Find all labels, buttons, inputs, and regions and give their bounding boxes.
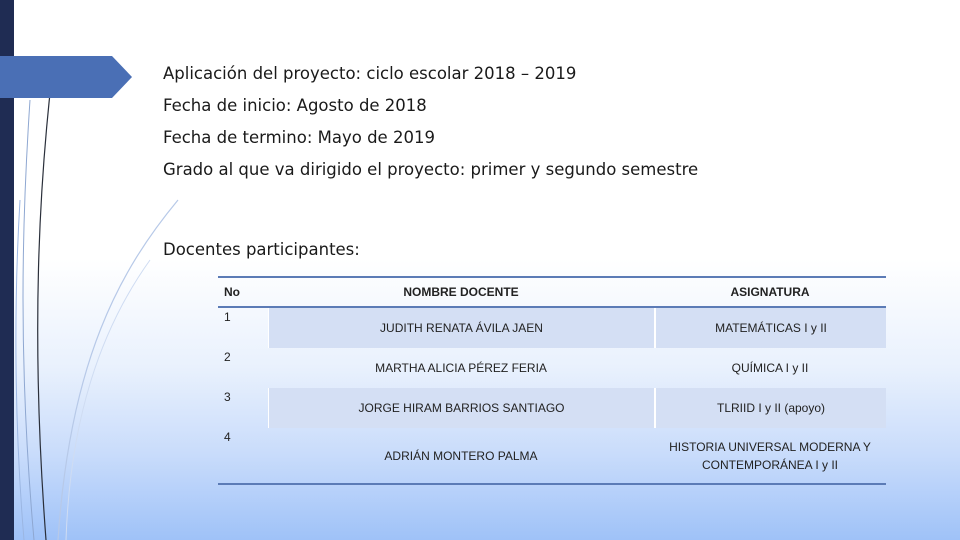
table-row	[218, 428, 886, 483]
info-line-start-date: Fecha de inicio: Agosto de 2018	[163, 96, 427, 115]
docentes-heading: Docentes participantes:	[163, 240, 360, 259]
teacher-name: MARTHA ALICIA PÉREZ FERIA	[375, 361, 547, 375]
subject-name: TLRIID I y II (apoyo)	[654, 388, 886, 428]
table-row	[218, 348, 886, 388]
table-row	[218, 388, 886, 428]
header-name: NOMBRE DOCENTE	[403, 285, 519, 299]
info-line-grade: Grado al que va dirigido el proyecto: primer y segundo semestre	[163, 160, 699, 179]
subject-name: HISTORIA UNIVERSAL MODERNA Y CONTEMPORÁNEA I y II	[669, 439, 871, 472]
project-info-list	[163, 58, 698, 186]
table-header-row	[218, 278, 886, 308]
table-row	[218, 308, 886, 348]
row-number: 2	[224, 350, 231, 364]
info-line-end-date: Fecha de termino: Mayo de 2019	[163, 128, 435, 147]
teacher-name: ADRIÁN MONTERO PALMA	[384, 448, 538, 463]
subject-name: MATEMÁTICAS I y II	[654, 308, 886, 348]
row-number: 4	[224, 430, 231, 444]
teacher-name: JUDITH RENATA ÁVILA JAEN	[268, 308, 654, 348]
title-arrow-banner	[0, 56, 135, 98]
header-subject: ASIGNATURA	[730, 285, 810, 299]
row-number: 1	[224, 310, 231, 324]
info-line-application: Aplicación del proyecto: ciclo escolar 2018 – 2019	[163, 64, 577, 83]
header-no: No	[224, 285, 240, 299]
teacher-name: JORGE HIRAM BARRIOS SANTIAGO	[268, 388, 654, 428]
teachers-table	[218, 276, 886, 485]
row-number: 3	[224, 390, 231, 404]
subject-name: QUÍMICA I y II	[731, 361, 809, 375]
